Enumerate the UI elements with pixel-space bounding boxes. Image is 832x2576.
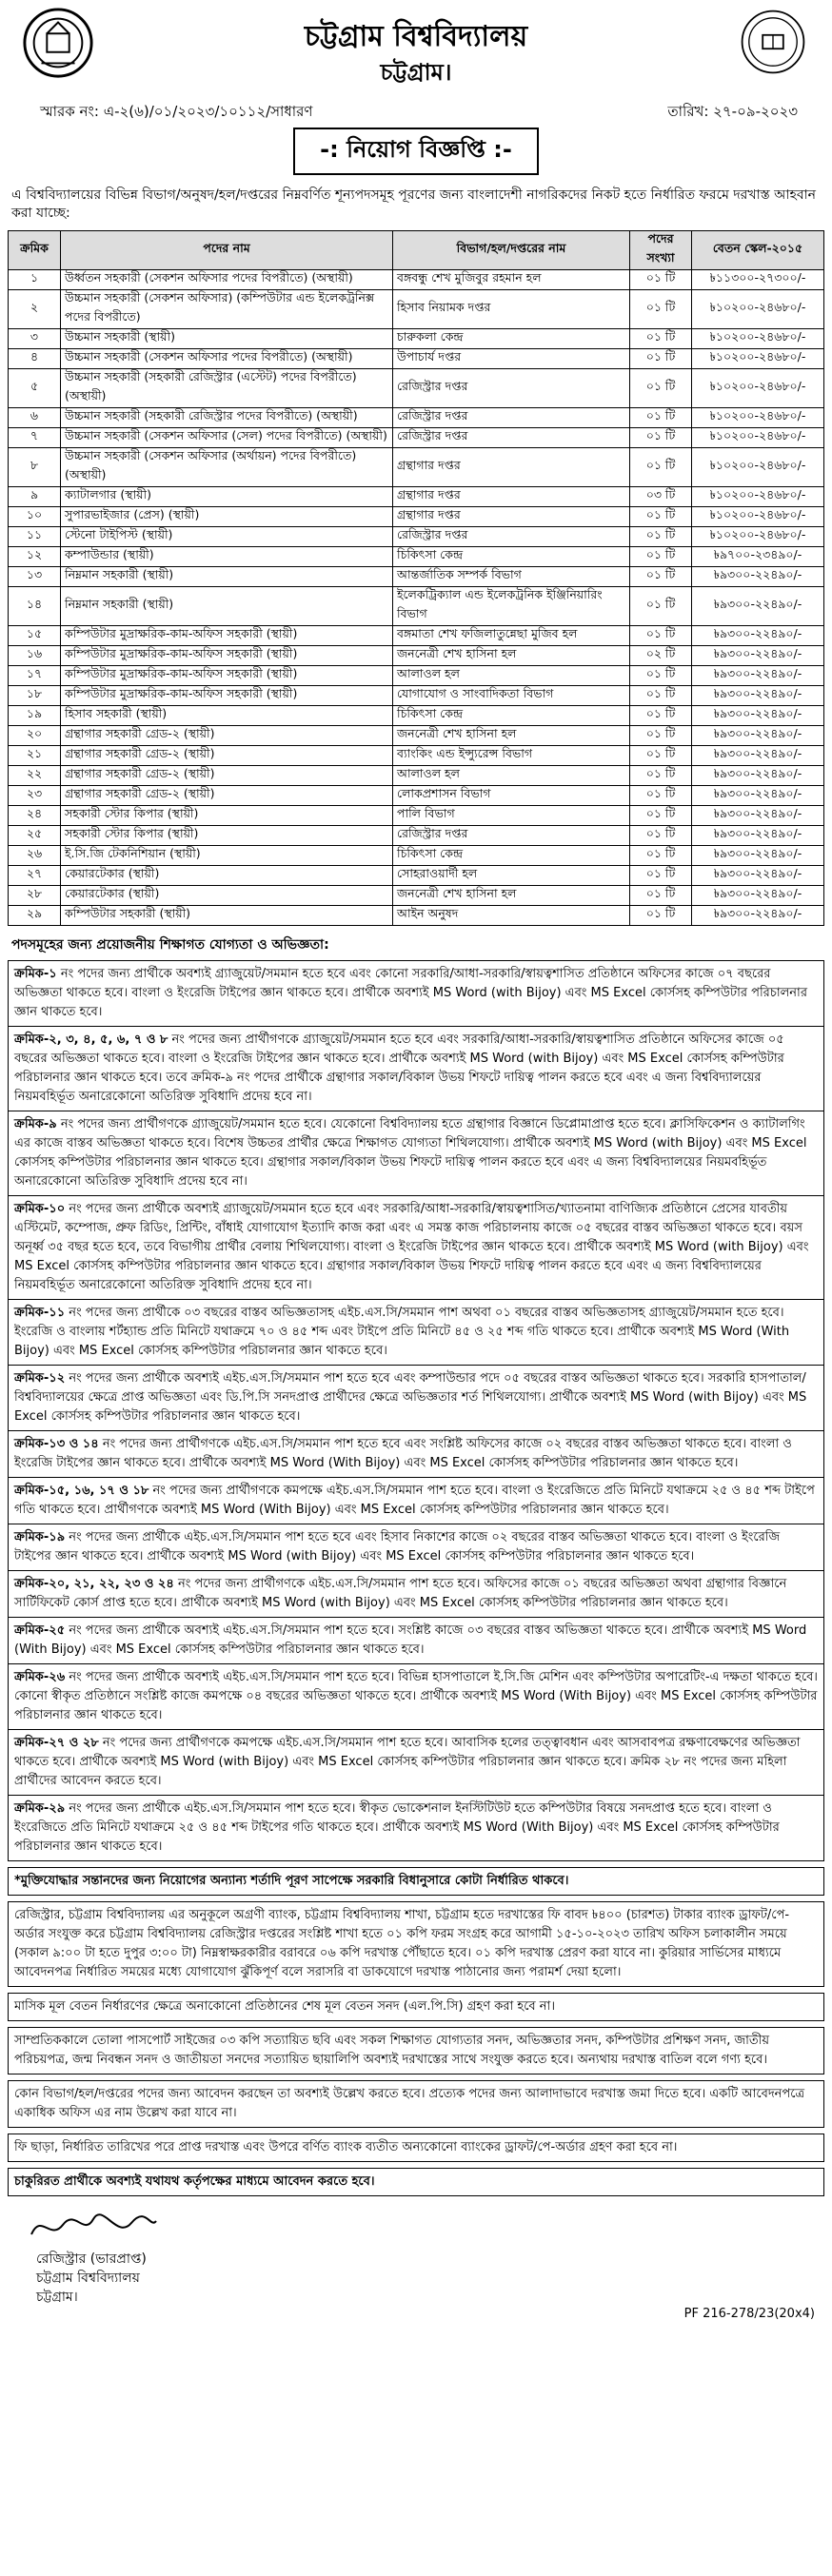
cell-count: ০১ টি [630, 270, 692, 290]
memo-number: স্মারক নং: এ-২(৬)/০১/২০২৩/১০১১২/সাধারণ [40, 103, 313, 120]
cell-post-name: নিম্নমান সহকারী (স্থায়ী) [61, 567, 393, 587]
cell-salary: ৳৯৩০০-২২৪৯০/- [692, 826, 824, 846]
requirement-key: ক্রমিক-১৫, ১৬, ১৭ ও ১৮ [14, 1484, 149, 1498]
cell-serial: ১৬ [9, 646, 61, 666]
cell-serial: ২৩ [9, 786, 61, 806]
cell-salary: ৳৯৩০০-২২৪৯০/- [692, 726, 824, 746]
cell-salary: ৳৯৩০০-২২৪৯০/- [692, 806, 824, 826]
cell-post-name: উচ্চমান সহকারী (সেকশন অফিসার (অর্থায়ন) পদের বিপরীতে) (অস্থায়ী) [61, 448, 393, 487]
cell-salary: ৳৯৩০০-২২৪৯০/- [692, 886, 824, 906]
posts-table [8, 230, 824, 926]
cell-serial: ৫ [9, 369, 61, 408]
requirement-key: ক্রমিক-১৩ ও ১৪ [14, 1437, 99, 1451]
cell-salary: ৳৯৩০০-২২৪৯০/- [692, 866, 824, 886]
cell-post-name: উচ্চমান সহকারী (সহকারী রেজিস্ট্রার (এস্টেট) পদের বিপরীতে) (অস্থায়ী) [61, 369, 393, 408]
requirement-item [8, 1524, 824, 1571]
table-row [9, 886, 824, 906]
cell-count: ০১ টি [630, 666, 692, 686]
cell-post-name: কম্পিউটার মুদ্রাক্ষরিক-কাম-অফিস সহকারী (স্থায়ী) [61, 626, 393, 646]
table-row [9, 626, 824, 646]
requirement-key: ক্রমিক-২, ৩, ৪, ৫, ৬, ৭ ও ৮ [14, 1032, 168, 1047]
requirement-key: ক্রমিক-১৯ [14, 1530, 66, 1544]
requirement-text: নং পদের জন্য প্রার্থীকে এইচ.এস.সি/সমমান পাশ হতে হবে এবং হিসাব নিকাশের কাজে ০২ বছরের বাস্তব অভিজ্ঞতা থাকতে হবে। বাংলা ও ইংরেজি টাইপের জ্ঞান থাকতে হবে। প্রার্থীকে অবশ্যই MS Word (with Bijoy) এবং MS Excel কোর্সসহ কম্পিউটার পরিচালনার জ্ঞান থাকতে হবে। [14, 1530, 781, 1563]
requirement-item [8, 1196, 824, 1300]
requirement-key: ক্রমিক-৯ [14, 1117, 57, 1131]
note-item: কোন বিভাগ/হল/দপ্তরের পদের জন্য আবেদন করছেন তা অবশ্যই উল্লেখ করতে হবে। প্রত্যেক পদের জন্য আলাদাভাবে দরখাস্ত জমা দিতে হবে। একটি আবেদনপত্রে একাধিক অফিস এর নাম উল্লেখ করা যাবে না। [8, 2080, 824, 2128]
signature-title: রেজিস্ট্রার (ভারপ্রাপ্ত) [36, 2252, 147, 2267]
cell-salary: ৳৯৩০০-২২৪৯০/- [692, 587, 824, 626]
cell-serial: ১৮ [9, 686, 61, 706]
table-row [9, 866, 824, 886]
cell-count: ০১ টি [630, 587, 692, 626]
requirement-text: নং পদের জন্য প্রার্থীকে অবশ্যই এইচ.এস.সি/সমমান পাশ হতে হবে। বিভিন্ন হাসপাতালে ই.সি.জি মেশিন এবং কম্পিউটার অপারেটিং-এ দক্ষতা থাকতে হবে। কোনো স্বীকৃত প্রতিষ্ঠানে সংশ্লিষ্ট কাজে কমপক্ষে ০৪ বছরের অভিজ্ঞতা থাকতে হবে। প্রার্থীকে অবশ্যই MS Word (With Bijoy) এবং MS Excel কোর্সসহ কম্পিউটার পরিচালনার জ্ঞান থাকতে হবে। [14, 1670, 818, 1722]
cell-count: ০১ টি [630, 846, 692, 866]
cell-salary: ৳১০২০০-২৪৬৮০/- [692, 408, 824, 428]
university-name: চট্টগ্রাম বিশ্ববিদ্যালয় [304, 20, 528, 53]
note-item: রেজিস্ট্রার, চট্টগ্রাম বিশ্ববিদ্যালয় এর অনুকূলে অগ্রণী ব্যাংক, চট্টগ্রাম বিশ্ববিদ্যালয় শাখা, চট্টগ্রাম হতে দরখাস্তের ফি বাবদ ৳৪০০ (চারশত) টাকার ব্যাংক ড্রাফট/পে-অর্ডার সংযুক্ত করে চট্টগ্রাম বিশ্ববিদ্যালয় রেজিস্ট্রার দপ্তরের সংশ্লিষ্ট শাখা হতে ০১ কপি ফরম সংগ্রহ করে আগামী ১৫-১০-২০২৩ তারিখ অফিস চলাকালীন সময়ে (সকাল ৯:০০ টা হতে দুপুর ৩:০০ টা) নিম্নস্বাক্ষরকারীর বরাবরে ০৬ কপি দরখাস্ত পৌঁছাতে হবে। ০১ কপি দরখাস্ত প্রেরণ করা যাবে না। কুরিয়ার সার্ভিসের মাধ্যমে আবেদনপত্র নির্ধারিত সময়ের মধ্যে যোগাযোগ ঝুঁকিপূর্ণ বলে সরাসরি বা ডাকযোগে দরখাস্ত পাঠানোর জন্য পরামর্শ দেয়া হলো। [8, 1901, 824, 1987]
cell-post-name: গ্রন্থাগার সহকারী গ্রেড-২ (স্থায়ী) [61, 786, 393, 806]
table-row [9, 826, 824, 846]
table-row [9, 369, 824, 408]
cell-count: ০১ টি [630, 786, 692, 806]
cell-serial: ২৫ [9, 826, 61, 846]
cell-post-name: গ্রন্থাগার সহকারী গ্রেড-২ (স্থায়ী) [61, 726, 393, 746]
cell-serial: ১২ [9, 547, 61, 567]
table-row [9, 726, 824, 746]
cell-department: জননেত্রী শেখ হাসিনা হল [393, 726, 630, 746]
cell-post-name: উচ্চমান সহকারী (সেকশন অফিসার) (কম্পিউটার এন্ড ইলেকট্রনিক্স পদের বিপরীতে) [61, 290, 393, 329]
cell-salary: ৳৯৩০০-২২৪৯০/- [692, 906, 824, 926]
cell-salary: ৳৯৭০০-২৩৪৯০/- [692, 547, 824, 567]
cell-post-name: সহকারী স্টোর কিপার (স্থায়ী) [61, 826, 393, 846]
cell-count: ০১ টি [630, 567, 692, 587]
cell-department: রেজিস্ট্রার দপ্তর [393, 428, 630, 448]
cell-salary: ৳৯৩০০-২২৪৯০/- [692, 666, 824, 686]
table-row [9, 686, 824, 706]
cell-count: ০১ টি [630, 527, 692, 547]
cell-salary: ৳৯৩০০-২২৪৯০/- [692, 686, 824, 706]
table-row [9, 906, 824, 926]
note-item: সাম্প্রতিককালে তোলা পাসপোর্ট সাইজের ০৩ কপি সত্যায়িত ছবি এবং সকল শিক্ষাগত যোগ্যতার সনদ, অভিজ্ঞতার সনদ, কম্পিউটার প্রশিক্ষণ সনদ, জাতীয় পরিচয়পত্র, জন্ম নিবন্ধন সনদ ও জাতীয়তা সনদের সত্যায়িত ছায়ালিপি অবশ্যই দরখাস্তের সাথে সংযুক্ত করতে হবে। অন্যথায় দরখাস্ত বাতিল বলে গণ্য হবে। [8, 2027, 824, 2075]
cell-department: আলাওল হল [393, 666, 630, 686]
cell-salary: ৳১০২০০-২৪৬৮০/- [692, 428, 824, 448]
cell-post-name: ই.সি.জি টেকনিশিয়ান (স্থায়ী) [61, 846, 393, 866]
cell-count: ০২ টি [630, 646, 692, 666]
cell-post-name: উর্ধ্বতন সহকারী (সেকশন অফিসার পদের বিপরীতে) (অস্থায়ী) [61, 270, 393, 290]
signature-city: চট্টগ্রাম। [36, 2290, 78, 2305]
cell-post-name: কম্পাউন্ডার (স্থায়ী) [61, 547, 393, 567]
cell-salary: ৳৯৩০০-২২৪৯০/- [692, 626, 824, 646]
cell-serial: ২ [9, 290, 61, 329]
cell-salary: ৳৯৩০০-২২৪৯০/- [692, 706, 824, 726]
requirement-item [8, 1618, 824, 1664]
col-post-name: পদের নাম [61, 231, 393, 270]
cell-serial: ৯ [9, 487, 61, 507]
cell-department: চিকিৎসা কেন্দ্র [393, 706, 630, 726]
cell-post-name: কেয়ারটেকার (স্থায়ী) [61, 866, 393, 886]
cell-salary: ৳১০২০০-২৪৬৮০/- [692, 349, 824, 369]
table-header-row [9, 231, 824, 270]
note-item: মাসিক মূল বেতন নির্ধারণের ক্ষেত্রে অনাকোনো প্রতিষ্ঠানের শেষ মূল বেতন সনদ (এল.পি.সি) গ্রহণ করা হবে না। [8, 1993, 824, 2021]
cell-department: রেজিস্ট্রার দপ্তর [393, 408, 630, 428]
cell-post-name: সুপারভাইজার (প্রেস) (স্থায়ী) [61, 507, 393, 527]
requirement-text: নং পদের জন্য প্রার্থীগণকে গ্র্যাজুয়েট/সমমান হতে হবে। যেকোনো বিশ্ববিদ্যালয় হতে গ্রন্থাগার বিজ্ঞানে ডিপ্লোমাপ্রাপ্ত হতে হবে। ক্লাসিফিকেশন ও ক্যাটালগিং এর কাজে বাস্তব অভিজ্ঞতা থাকতে হবে। বিশেষ উচ্চতর প্রার্থীর ক্ষেত্রে শিক্ষাগত যোগ্যতা শিথিলযোগ্য। প্রার্থীকে অবশ্যই MS Word (with Bijoy) এবং MS Excel কোর্সসহ কম্পিউটার পরিচালনার জ্ঞান থাকতে হবে। গ্রন্থাগার সকাল/বিকাল উভয় শিফটে দায়িত্ব পালন করতে হবে এবং এ জন্য বিশ্ববিদ্যালয়ের নিয়মবহির্ভূত অনারেকোনো অতিরিক্ত সুবিধাদি প্রদেয় হবে না। [14, 1117, 807, 1189]
cell-count: ০১ টি [630, 408, 692, 428]
cell-serial: ২০ [9, 726, 61, 746]
cell-count: ০১ টি [630, 806, 692, 826]
notice-page [8, 0, 824, 2350]
cell-department: জননেত্রী শেখ হাসিনা হল [393, 646, 630, 666]
cell-post-name: কম্পিউটার মুদ্রাক্ষরিক-কাম-অফিস সহকারী (স্থায়ী) [61, 686, 393, 706]
table-row [9, 428, 824, 448]
intro-text: এ বিশ্ববিদ্যালয়ের বিভিন্ন বিভাগ/অনুষদ/হল/দপ্তরের নিম্নবর্ণিত শূন্যপদসমূহ পূরণের জন্য বাংলাদেশী নাগরিকদের নিকট হতে নির্ধারিত ফরমে দরখাস্ত আহবান করা যাচ্ছে: [11, 187, 817, 221]
requirement-key: ক্রমিক-১ [14, 967, 57, 981]
table-row [9, 646, 824, 666]
cell-department: বঙ্গমাতা শেখ ফজিলাতুন্নেছা মুজিব হল [393, 626, 630, 646]
cell-department: বঙ্গবন্ধু শেখ মুজিবুর রহমান হল [393, 270, 630, 290]
col-salary: বেতন স্কেল-২০১৫ [692, 231, 824, 270]
cell-salary: ৳৯৩০০-২২৪৯০/- [692, 746, 824, 766]
cell-post-name: ক্যাটালগার (স্থায়ী) [61, 487, 393, 507]
cell-post-name: কম্পিউটার মুদ্রাক্ষরিক-কাম-অফিস সহকারী (স্থায়ী) [61, 666, 393, 686]
requirement-item [8, 1571, 824, 1618]
cell-department: চারুকলা কেন্দ্র [393, 329, 630, 349]
requirement-item [8, 1366, 824, 1431]
cell-post-name: সহকারী স্টোর কিপার (স্থায়ী) [61, 806, 393, 826]
cell-post-name: উচ্চমান সহকারী (স্থায়ী) [61, 329, 393, 349]
table-row [9, 666, 824, 686]
requirement-item [8, 1300, 824, 1366]
cell-serial: ৪ [9, 349, 61, 369]
requirement-text: নং পদের জন্য প্রার্থীগণকে এইচ.এস.সি/সমমান পাশ হতে হবে। অফিসের কাজে ০১ বছরের অভিজ্ঞতা অথবা গ্রন্থাগার বিজ্ঞানে সার্টিফিকেট কোর্স প্রাপ্ত হতে হবে। প্রার্থীকে অবশ্যই MS Word (with Bijoy) এবং MS Excel কোর্সসহ কম্পিউটার পরিচালনার জ্ঞান থাকতে হবে। [14, 1577, 787, 1610]
print-code: PF 216-278/23(20x4) [683, 2307, 815, 2321]
cell-count: ০১ টি [630, 329, 692, 349]
table-row [9, 487, 824, 507]
cell-department: গ্রন্থাগার দপ্তর [393, 507, 630, 527]
note-item: ফি ছাড়া, নির্ধারিত তারিখের পরে প্রাপ্ত দরখাস্ত এবং উপরে বর্ণিত ব্যাংক ব্যতীত অন্যকোনো ব্যাংকের ড্রাফট/পে-অর্ডার গ্রহণ করা হবে না। [8, 2134, 824, 2162]
table-row [9, 587, 824, 626]
cell-department: রেজিস্ট্রার দপ্তর [393, 527, 630, 547]
notice-date: তারিখ: ২৭-০৯-২০২৩ [667, 103, 798, 120]
cell-post-name: গ্রন্থাগার সহকারী গ্রেড-২ (স্থায়ী) [61, 746, 393, 766]
requirements-list [8, 960, 824, 1861]
cell-salary: ৳৯৩০০-২২৪৯০/- [692, 766, 824, 786]
cell-post-name: নিম্নমান সহকারী (স্থায়ী) [61, 587, 393, 626]
table-row [9, 567, 824, 587]
cell-post-name: হিসাব সহকারী (স্থায়ী) [61, 706, 393, 726]
table-row [9, 746, 824, 766]
cell-salary: ৳১০২০০-২৪৬৮০/- [692, 448, 824, 487]
cell-serial: ৬ [9, 408, 61, 428]
cell-serial: ১ [9, 270, 61, 290]
requirement-item [8, 1796, 824, 1861]
requirement-text: নং পদের জন্য প্রার্থীকে অবশ্যই এইচ.এস.সি/সমমান পাশ হতে হবে এবং কম্পাউন্ডার পদে ০৫ বছরের বাস্তব অভিজ্ঞতা থাকতে হবে। সরকারি হাসপাতাল/বিশ্ববিদ্যালয়ের ক্ষেত্রে প্রাপ্ত অভিজ্ঞতা এবং ডি.পি.সি সনদপ্রাপ্ত প্রার্থীদের ক্ষেত্রে অভিজ্ঞতার শর্ত শিথিলযোগ্য। প্রার্থীকে অবশ্যই MS Word (with Bijoy) এবং MS Excel কোর্সসহ কম্পিউটার পরিচালনার জ্ঞান থাকতে হবে। [14, 1371, 807, 1424]
header [8, 0, 824, 120]
cell-serial: ২৭ [9, 866, 61, 886]
cell-count: ০১ টি [630, 448, 692, 487]
requirement-text: নং পদের জন্য প্রার্থীগণকে কমপক্ষে এইচ.এস.সি/সমমান পাশ হতে হবে। বাংলা ও ইংরেজিতে প্রতি মিনিটে যথাক্রমে ২৫ ও ৪৫ শব্দ টাইপে গতি থাকতে হবে। প্রার্থীগণকে অবশ্যই MS Word (With Bijoy) এবং MS Excel কোর্সসহ কম্পিউটার পরিচালনার জ্ঞান থাকতে হবে। [14, 1484, 815, 1517]
cell-serial: ১০ [9, 507, 61, 527]
cell-department: সোহরাওয়ার্দী হল [393, 866, 630, 886]
table-row [9, 290, 824, 329]
requirement-key: ক্রমিক-১২ [14, 1371, 66, 1386]
cell-count: ০১ টি [630, 706, 692, 726]
table-row [9, 527, 824, 547]
cell-count: ০১ টি [630, 686, 692, 706]
cell-department: রেজিস্ট্রার দপ্তর [393, 826, 630, 846]
footer [8, 2208, 824, 2350]
table-row [9, 846, 824, 866]
cell-count: ০১ টি [630, 626, 692, 646]
requirement-key: ক্রমিক-২৭ ও ২৮ [14, 1736, 99, 1750]
cell-department: রেজিস্ট্রার দপ্তর [393, 369, 630, 408]
cell-serial: ১৯ [9, 706, 61, 726]
requirement-item [8, 1111, 824, 1196]
cell-serial: ১১ [9, 527, 61, 547]
requirement-text: নং পদের জন্য প্রার্থীকে অবশ্যই গ্র্যাজুয়েট/সমমান হতে হবে এবং কোনো সরকারি/আধা-সরকারি/স্বায়ত্বশাসিত প্রতিষ্ঠানে অফিসের কাজে ০৭ বছরের অভিজ্ঞতা থাকতে হবে। বাংলা ও ইংরেজি টাইপের জ্ঞান থাকতে হবে। প্রার্থীকে অবশ্যই MS Word (with Bijoy) এবং MS Excel কোর্সসহ কম্পিউটার পরিচালনার জ্ঞান থাকতে হবে। [14, 967, 807, 1019]
cell-serial: ২৪ [9, 806, 61, 826]
requirement-text: নং পদের জন্য প্রার্থীকে ০৩ বছরের বাস্তব অভিজ্ঞতাসহ এইচ.এস.সি/সমমান পাশ অথবা ০১ বছরের বাস্তব অভিজ্ঞতাসহ গ্র্যাজুয়েট/সমমান হতে হবে। ইংরেজি ও বাংলায় শর্টহ্যান্ড প্রতি মিনিটে যথাক্রমে ৭০ ও ৪৫ শব্দ এবং টাইপে প্রতি মিনিটে ৪৫ ও ২৫ শব্দ গতি থাকতে হবে। প্রার্থীকে অবশ্যই MS Word (With Bijoy) এবং MS Excel কোর্সসহ কম্পিউটার পরিচালনার জ্ঞান থাকতে হবে। [14, 1306, 790, 1358]
cell-serial: ২৯ [9, 906, 61, 926]
cell-department: উপাচার্য দপ্তর [393, 349, 630, 369]
cell-serial: ১৪ [9, 587, 61, 626]
cell-department: আইন অনুষদ [393, 906, 630, 926]
cell-serial: ২১ [9, 746, 61, 766]
requirement-text: নং পদের জন্য প্রার্থীগণকে কমপক্ষে এইচ.এস.সি/সমমান পাশ হতে হবে। আবাসিক হলের তত্ত্বাবধান এবং আসবাবপত্র রক্ষণাবেক্ষণের অভিজ্ঞতা থাকতে হবে। প্রার্থীকে অবশ্যই MS Word (with Bijoy) এবং MS Excel কোর্সসহ কম্পিউটার পরিচালনার জ্ঞান থাকতে হবে। ক্রমিক ২৮ নং পদের জন্য মহিলা প্রার্থীদের আবেদন করতে হবে। [14, 1736, 801, 1788]
requirements-heading: পদসমূহের জন্য প্রয়োজনীয় শিক্ষাগত যোগ্যতা ও অভিজ্ঞতা: [11, 937, 329, 953]
cell-count: ০৩ টি [630, 487, 692, 507]
requirement-item [8, 1664, 824, 1730]
cell-department: ব্যাংকিং এন্ড ইন্স্যুরেন্স বিভাগ [393, 746, 630, 766]
cell-post-name: উচ্চমান সহকারী (সেকশন অফিসার (সেল) পদের বিপরীতে) (অস্থায়ী) [61, 428, 393, 448]
requirement-text: নং পদের জন্য প্রার্থীকে অবশ্যই এইচ.এস.সি/সমমান পাশ হতে হবে। সংশ্লিষ্ট কাজে ০৩ বছরের বাস্তব অভিজ্ঞতা থাকতে হবে। প্রার্থীকে অবশ্যই MS Word (With Bijoy) এবং MS Excel কোর্সসহ কম্পিউটার পরিচালনার জ্ঞান থাকতে হবে। [14, 1623, 807, 1657]
signature-mark [27, 2208, 160, 2246]
requirement-item [8, 960, 824, 1027]
cell-count: ০১ টি [630, 766, 692, 786]
cell-salary: ৳১০২০০-২৪৬৮০/- [692, 487, 824, 507]
cell-serial: ১৫ [9, 626, 61, 646]
col-department: বিভাগ/হল/দপ্তরের নাম [393, 231, 630, 270]
cell-count: ০১ টি [630, 547, 692, 567]
cell-salary: ৳১১৩০০-২৭৩০০/- [692, 270, 824, 290]
cell-serial: ২৬ [9, 846, 61, 866]
cell-department: লোকপ্রশাসন বিভাগ [393, 786, 630, 806]
cell-serial: ১৩ [9, 567, 61, 587]
requirement-text: নং পদের জন্য প্রার্থীগণকে এইচ.এস.সি/সমমান পাশ হতে হবে এবং সংশ্লিষ্ট অফিসের কাজে ০২ বছরের বাস্তব অভিজ্ঞতা থাকতে হবে। বাংলা ও ইংরেজি টাইপের জ্ঞান থাকতে হবে। প্রার্থীকে অবশ্যই MS Word (With Bijoy) এবং MS Excel কোর্সসহ কম্পিউটার পরিচালনার জ্ঞান থাকতে হবে। [14, 1437, 792, 1470]
cell-post-name: উচ্চমান সহকারী (সেকশন অফিসার পদের বিপরীতে) (অস্থায়ী) [61, 349, 393, 369]
cell-post-name: কেয়ারটেকার (স্থায়ী) [61, 886, 393, 906]
cell-department: চিকিৎসা কেন্দ্র [393, 846, 630, 866]
table-row [9, 547, 824, 567]
col-serial: ক্রমিক [9, 231, 61, 270]
table-row [9, 270, 824, 290]
cell-serial: ২৮ [9, 886, 61, 906]
cell-post-name: গ্রন্থাগার সহকারী গ্রেড-২ (স্থায়ী) [61, 766, 393, 786]
requirement-item [8, 1478, 824, 1524]
cell-count: ০১ টি [630, 507, 692, 527]
cell-salary: ৳৯৩০০-২২৪৯০/- [692, 786, 824, 806]
requirement-key: ক্রমিক-২৬ [14, 1670, 66, 1684]
requirement-key: ক্রমিক-২০, ২১, ২২, ২৩ ও ২৪ [14, 1577, 174, 1591]
city-name: চট্টগ্রাম। [380, 58, 452, 86]
table-row [9, 329, 824, 349]
cell-department: চিকিৎসা কেন্দ্র [393, 547, 630, 567]
cell-salary: ৳১০২০০-২৪৬৮০/- [692, 329, 824, 349]
cell-serial: ৭ [9, 428, 61, 448]
table-row [9, 408, 824, 428]
cell-count: ০১ টি [630, 290, 692, 329]
note-item: *মুক্তিযোদ্ধার সন্তানদের জন্য নিয়োগের অন্যান্য শর্তাদি পূরণ সাপেক্ষে সরকারি বিধানুসারে কোটা নির্ধারিত থাকবে। [8, 1867, 824, 1896]
cell-department: আন্তর্জাতিক সম্পর্ক বিভাগ [393, 567, 630, 587]
notes-list [8, 1867, 824, 2196]
cell-count: ০১ টি [630, 746, 692, 766]
cell-count: ০১ টি [630, 369, 692, 408]
cell-department: পালি বিভাগ [393, 806, 630, 826]
cell-department: আলাওল হল [393, 766, 630, 786]
cell-department: ইলেকট্রিক্যাল এন্ড ইলেকট্রনিক ইঞ্জিনিয়ারিং বিভাগ [393, 587, 630, 626]
cell-department: গ্রন্থাগার দপ্তর [393, 487, 630, 507]
cell-count: ০১ টি [630, 726, 692, 746]
cell-count: ০১ টি [630, 906, 692, 926]
cell-count: ০১ টি [630, 349, 692, 369]
cell-post-name: কম্পিউটার সহকারী (স্থায়ী) [61, 906, 393, 926]
cell-serial: ২২ [9, 766, 61, 786]
cell-count: ০১ টি [630, 866, 692, 886]
cell-department: হিসাব নিয়ামক দপ্তর [393, 290, 630, 329]
cell-department: জননেত্রী শেখ হাসিনা হল [393, 886, 630, 906]
table-row [9, 806, 824, 826]
cell-count: ০১ টি [630, 886, 692, 906]
requirement-item [8, 1431, 824, 1478]
cell-salary: ৳১০২০০-২৪৬৮০/- [692, 527, 824, 547]
cell-salary: ৳৯৩০০-২২৪৯০/- [692, 567, 824, 587]
requirement-item [8, 1730, 824, 1796]
cell-post-name: উচ্চমান সহকারী (সহকারী রেজিস্ট্রার পদের বিপরীতে) (অস্থায়ী) [61, 408, 393, 428]
requirement-text: নং পদের জন্য প্রার্থীগণকে গ্র্যাজুয়েট/সমমান হতে হবে এবং সরকারি/আধা-সরকারি/স্বায়ত্বশাসিত প্রতিষ্ঠানে অফিসের কাজে ০৫ বছরের অভিজ্ঞতা থাকতে হবে। বাংলা ও ইংরেজি টাইপের জ্ঞান থাকতে হবে। প্রার্থীকে অবশ্যই MS Word (with Bijoy) এবং MS Excel কোর্সসহ কম্পিউটার পরিচালনার জ্ঞান থাকতে হবে। তবে ক্রমিক-৯ নং পদের প্রার্থীকে গ্রন্থাগার সকাল/বিকাল উভয় শিফটে দায়িত্ব পালন করতে হবে এবং এ জন্য বিশ্ববিদ্যালয়ের নিয়মবহির্ভূত অনারেকোনো অতিরিক্ত সুবিধাদি প্রদেয় হবে না। [14, 1032, 784, 1104]
cell-salary: ৳১০২০০-২৪৬৮০/- [692, 507, 824, 527]
requirement-key: ক্রমিক-১০ [14, 1202, 66, 1216]
table-row [9, 507, 824, 527]
cell-salary: ৳৯৩০০-২২৪৯০/- [692, 846, 824, 866]
notice-title-text: -: নিয়োগ বিজ্ঞপ্তি :- [293, 128, 539, 175]
cell-department: যোগাযোগ ও সাংবাদিকতা বিভাগ [393, 686, 630, 706]
requirement-text: নং পদের জন্য প্রার্থীকে অবশ্যই গ্র্যাজুয়েট/সমমান হতে হবে এবং সরকারি/আধা-সরকারি/স্বায়ত্বশাসিত/খ্যাতনামা বাণিজ্যিক প্রতিষ্ঠানে প্রেসের যাবতীয় এস্টিমেট, কম্পোজ, প্রুফ রিডিং, প্রিন্টিং, বাঁধাই যোগাযোগ ইত্যাদি কাজ করা এবং এ সমস্ত কাজ পরিচালনায় কাজে ০৫ বছরের বাস্তব অভিজ্ঞতা থাকতে হবে। বয়স অনূর্ধ্ব ৩৫ বছর হতে হবে, তবে বিভাগীয় প্রার্থীর বেলায় শিথিলযোগ্য। বাংলা ও ইংরেজি টাইপের জ্ঞান থাকতে হবে। প্রার্থীকে অবশ্যই MS Word (with Bijoy) এবং MS Excel কোর্সসহ কম্পিউটার পরিচালনার জ্ঞান থাকতে হবে। গ্রন্থাগার সকাল/বিকাল উভয় শিফটে দায়িত্ব পালন করতে হবে এবং এ জন্য বিশ্ববিদ্যালয়ের নিয়মবহির্ভূত অনারেকোনো অতিরিক্ত সুবিধাদি প্রদেয় হবে না। [14, 1202, 809, 1292]
cell-salary: ৳১০২০০-২৪৬৮০/- [692, 369, 824, 408]
seal-stamp-icon [739, 8, 807, 76]
requirement-text: নং পদের জন্য প্রার্থীকে এইচ.এস.সি/সমমান পাশ হতে হবে। স্বীকৃত ভোকেশনাল ইনস্টিটিউট হতে কম্পিউটার বিষয়ে সনদপ্রাপ্ত হতে হবে। বাংলা ও ইংরেজিতে প্রতি মিনিটে যথাক্রমে ২৫ ও ৪৫ শব্দ টাইপের গতি থাকতে হবে। প্রার্থীকে অবশ্যই MS Word (With Bijoy) এবং MS Excel কোর্সসহ কম্পিউটার পরিচালনার জ্ঞান থাকতে হবে। [14, 1801, 780, 1854]
cell-department: গ্রন্থাগার দপ্তর [393, 448, 630, 487]
requirement-key: ক্রমিক-১১ [14, 1306, 66, 1320]
cell-serial: ১৭ [9, 666, 61, 686]
cell-salary: ৳৯৩০০-২২৪৯০/- [692, 646, 824, 666]
notice-title [8, 128, 824, 175]
cell-salary: ৳১০২০০-২৪৬৮০/- [692, 290, 824, 329]
table-row [9, 786, 824, 806]
table-row [9, 766, 824, 786]
cell-count: ০১ টি [630, 428, 692, 448]
requirement-key: ক্রমিক-২৯ [14, 1801, 66, 1816]
note-item: চাকুরিরত প্রার্থীকে অবশ্যই যথাযথ কর্তৃপক্ষের মাধ্যমে আবেদন করতে হবে। [8, 2168, 824, 2196]
cell-serial: ৩ [9, 329, 61, 349]
cell-post-name: স্টেনো টাইপিস্ট (স্থায়ী) [61, 527, 393, 547]
signature-org: চট্টগ্রাম বিশ্ববিদ্যালয় [36, 2271, 140, 2286]
requirement-key: ক্রমিক-২৫ [14, 1623, 66, 1638]
table-row [9, 706, 824, 726]
col-count: পদের সংখ্যা [630, 231, 692, 270]
cell-post-name: কম্পিউটার মুদ্রাক্ষরিক-কাম-অফিস সহকারী (স্থায়ী) [61, 646, 393, 666]
cell-count: ০১ টি [630, 826, 692, 846]
table-row [9, 349, 824, 369]
requirement-item [8, 1027, 824, 1111]
cell-serial: ৮ [9, 448, 61, 487]
table-row [9, 448, 824, 487]
